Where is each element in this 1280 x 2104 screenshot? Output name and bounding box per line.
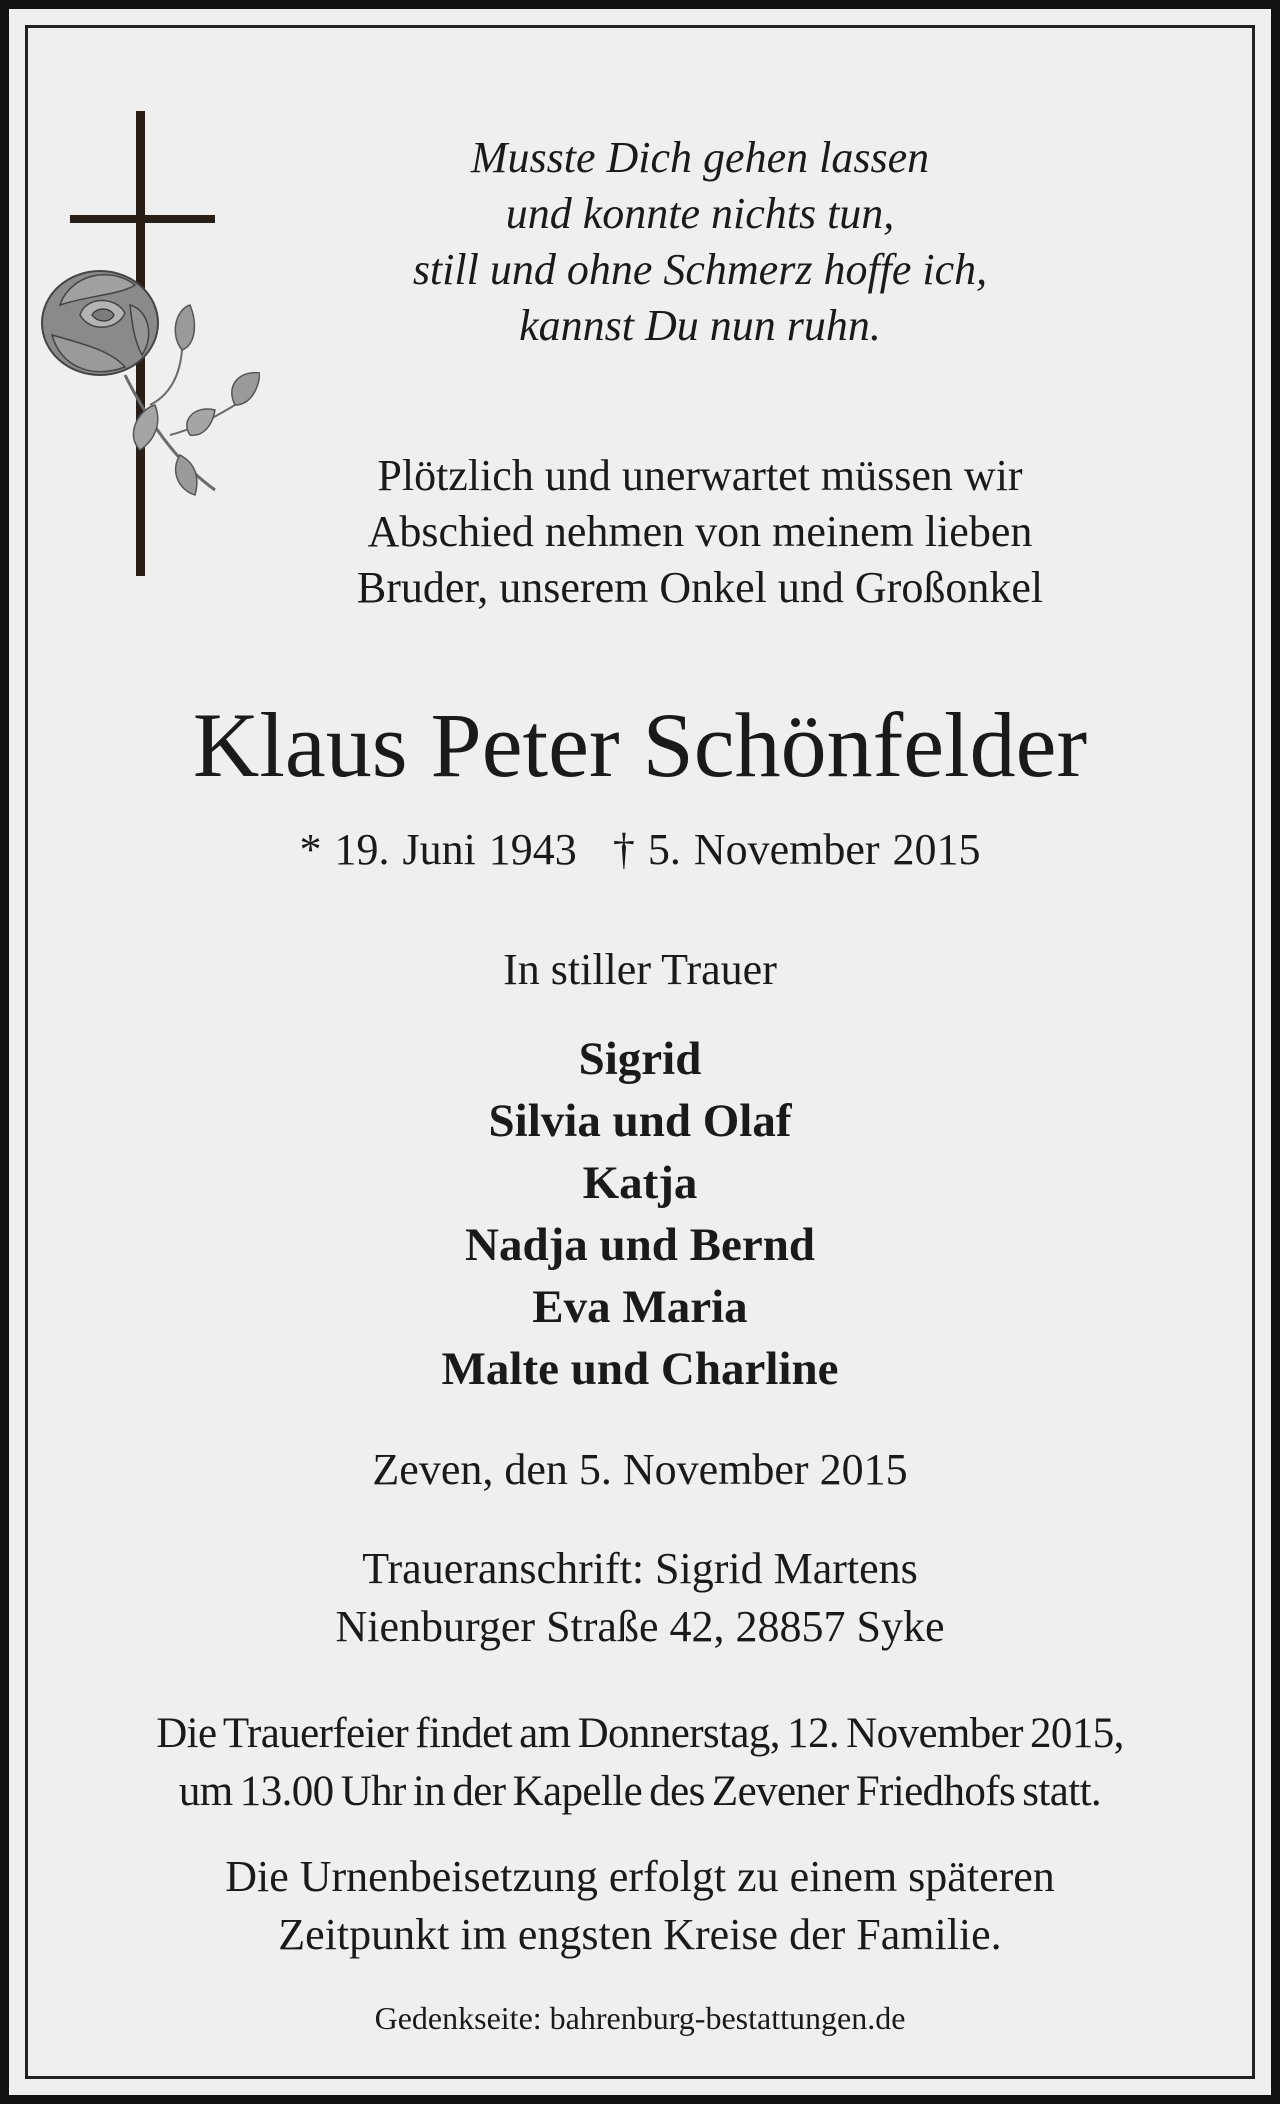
burial-line: Zeitpunkt im engsten Kreise der Familie. (278, 1910, 1002, 1959)
leaf (187, 409, 215, 435)
intro-line: Plötzlich und unerwartet müssen wir (377, 451, 1023, 500)
mourner-name: Sigrid (578, 1033, 702, 1085)
memorial-page-link: Gedenkseite: bahrenburg-bestattungen.de (374, 2000, 906, 2036)
birth-date: * 19. Juni 1943 (299, 825, 577, 874)
ceremony-line: um 13.00 Uhr in der Kapelle des Zevener Friedhofs statt. (178, 1768, 1102, 1815)
poem-line: kannst Du nun ruhn. (519, 301, 881, 350)
poem-line: still und ohne Schmerz hoffe ich, (412, 245, 988, 294)
poem (0, 130, 1280, 354)
burial-info (0, 1848, 1280, 1964)
life-dates (0, 822, 1280, 878)
poem-line: Musste Dich gehen lassen (470, 133, 930, 182)
mourner-name: Eva Maria (532, 1281, 748, 1333)
mourners-list (0, 1028, 1280, 1400)
poem-line: und konnte nichts tun, (505, 189, 895, 238)
mourner-name: Nadja und Bernd (465, 1219, 815, 1271)
intro-line: Bruder, unserem Onkel und Großonkel (356, 563, 1044, 612)
deceased-name: Klaus Peter Schönfelder (192, 694, 1088, 796)
burial-line: Die Urnenbeisetzung erfolgt zu einem späteren (225, 1852, 1055, 1901)
ceremony-info (0, 1705, 1280, 1821)
mourner-name: Silvia und Olaf (488, 1095, 792, 1147)
mourner-name: Katja (582, 1157, 698, 1209)
intro-text (0, 448, 1280, 616)
address-line: Traueranschrift: Sigrid Martens (362, 1544, 918, 1593)
leaf (232, 373, 260, 405)
mourning-label: In stiller Trauer (503, 945, 777, 994)
mourner-name: Malte und Charline (441, 1343, 839, 1395)
place-and-date: Zeven, den 5. November 2015 (372, 1445, 908, 1494)
intro-line: Abschied nehmen von meinem lieben (367, 507, 1033, 556)
death-date: † 5. November 2015 (612, 825, 981, 874)
address-line: Nienburger Straße 42, 28857 Syke (335, 1602, 945, 1651)
ceremony-line: Die Trauerfeier findet am Donnerstag, 12. November 2015, (156, 1710, 1124, 1757)
mourning-address (0, 1540, 1280, 1656)
